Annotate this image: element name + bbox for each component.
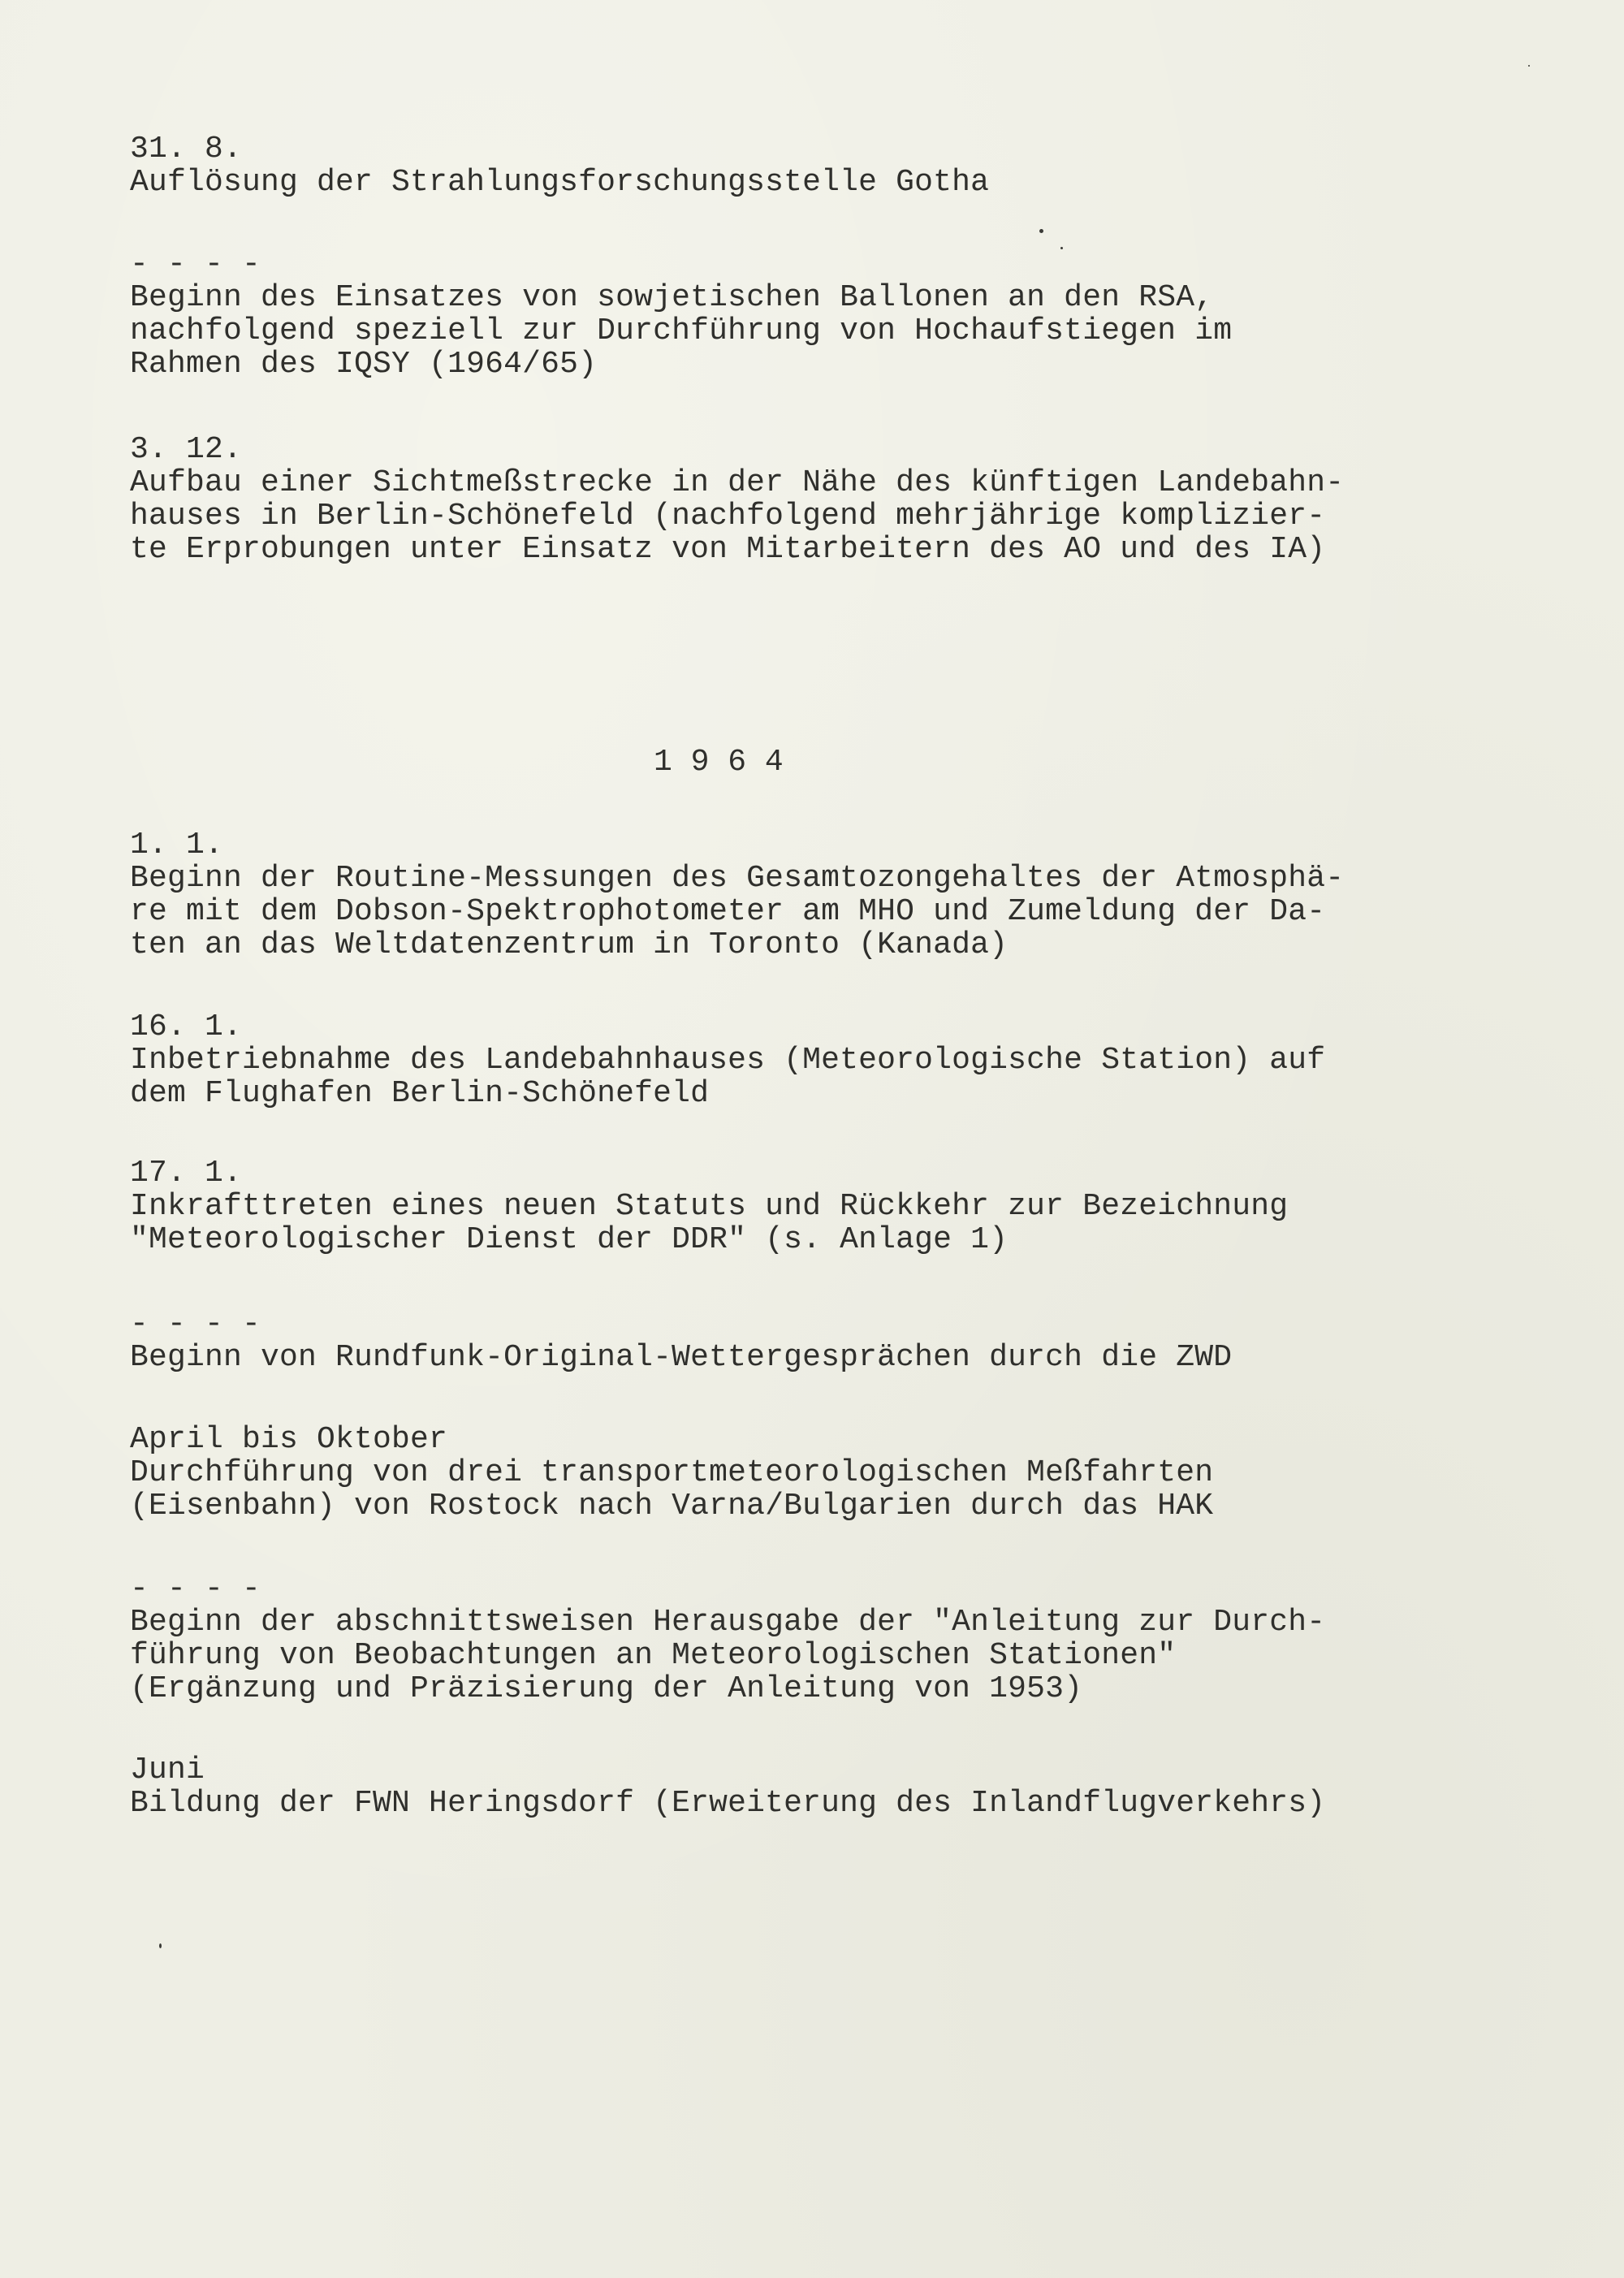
entry-text-line: Inbetriebnahme des Landebahnhauses (Meteorologische Station) auf bbox=[130, 1043, 1326, 1078]
chronicle-entry bbox=[130, 1753, 1462, 1820]
chronicle-entry bbox=[130, 248, 1462, 381]
entry-text-line: führung von Beobachtungen an Meteorologischen Stationen" bbox=[130, 1638, 1177, 1673]
entry-date: - - - - bbox=[130, 1571, 261, 1606]
entry-date: 17. 1. bbox=[130, 1156, 243, 1191]
chronicle-entry bbox=[130, 132, 1462, 199]
entry-date: 1. 1. bbox=[130, 828, 224, 862]
entry-text-line: Durchführung von drei transportmeteorologischen Meßfahrten bbox=[130, 1455, 1214, 1490]
paper-speck bbox=[159, 1943, 162, 1948]
chronicle-entry bbox=[130, 1156, 1462, 1256]
entry-date: - - - - bbox=[130, 247, 261, 282]
entry-text-line: Aufbau einer Sichtmeßstrecke in der Nähe des künftigen Landebahn- bbox=[130, 465, 1345, 500]
paper-speck bbox=[1039, 229, 1043, 233]
chronicle-entry bbox=[130, 828, 1462, 962]
entry-text-line: Beginn des Einsatzes von sowjetischen Ballonen an den RSA, bbox=[130, 280, 1214, 315]
chronicle-entry bbox=[130, 1572, 1462, 1705]
entry-text-line: Bildung der FWN Heringsdorf (Erweiterung des Inlandflugverkehrs) bbox=[130, 1786, 1326, 1821]
entry-text-line: (Ergänzung und Präzisierung der Anleitung von 1953) bbox=[130, 1671, 1083, 1706]
entry-text-line: ten an das Weltdatenzentrum in Toronto (Kanada) bbox=[130, 927, 1009, 962]
entry-date: Juni bbox=[130, 1753, 205, 1787]
entry-date: 31. 8. bbox=[130, 132, 243, 166]
entry-text-line: nachfolgend speziell zur Durchführung von Hochaufstiegen im bbox=[130, 313, 1233, 348]
entry-text-line: Auflösung der Strahlungsforschungsstelle Gotha bbox=[130, 165, 990, 200]
entry-text-line: te Erprobungen unter Einsatz von Mitarbeitern des AO und des IA) bbox=[130, 532, 1326, 567]
chronicle-entry bbox=[130, 1423, 1462, 1523]
paper-speck bbox=[1060, 247, 1063, 249]
entry-date: April bis Oktober bbox=[130, 1422, 448, 1457]
paper-speck bbox=[1528, 65, 1530, 67]
entry-text-line: Rahmen des IQSY (1964/65) bbox=[130, 347, 598, 382]
entry-text-line: "Meteorologischer Dienst der DDR" (s. Anlage 1) bbox=[130, 1222, 1009, 1257]
chronicle-entry bbox=[130, 1308, 1462, 1374]
entry-text-line: Inkrafttreten eines neuen Statuts und Rückkehr zur Bezeichnung bbox=[130, 1189, 1289, 1224]
chronicle-entry bbox=[130, 1010, 1462, 1110]
entry-text-line: Beginn von Rundfunk-Original-Wettergesprächen durch die ZWD bbox=[130, 1340, 1233, 1375]
entry-date: 16. 1. bbox=[130, 1009, 243, 1044]
entry-text-line: (Eisenbahn) von Rostock nach Varna/Bulgarien durch das HAK bbox=[130, 1489, 1214, 1524]
entry-text-line: dem Flughafen Berlin-Schönefeld bbox=[130, 1076, 710, 1111]
chronicle-entry bbox=[130, 433, 1462, 566]
entry-date: - - - - bbox=[130, 1307, 261, 1342]
entry-text-line: hauses in Berlin-Schönefeld (nachfolgend mehrjährige komplizier- bbox=[130, 499, 1326, 534]
year-heading: 1 9 6 4 bbox=[654, 745, 784, 780]
entry-text-line: Beginn der abschnittsweisen Herausgabe der "Anleitung zur Durch- bbox=[130, 1605, 1326, 1640]
entry-text-line: Beginn der Routine-Messungen des Gesamtozongehaltes der Atmosphä- bbox=[130, 861, 1345, 896]
entry-text-line: re mit dem Dobson-Spektrophotometer am MHO und Zumeldung der Da- bbox=[130, 894, 1326, 929]
entry-date: 3. 12. bbox=[130, 432, 243, 467]
